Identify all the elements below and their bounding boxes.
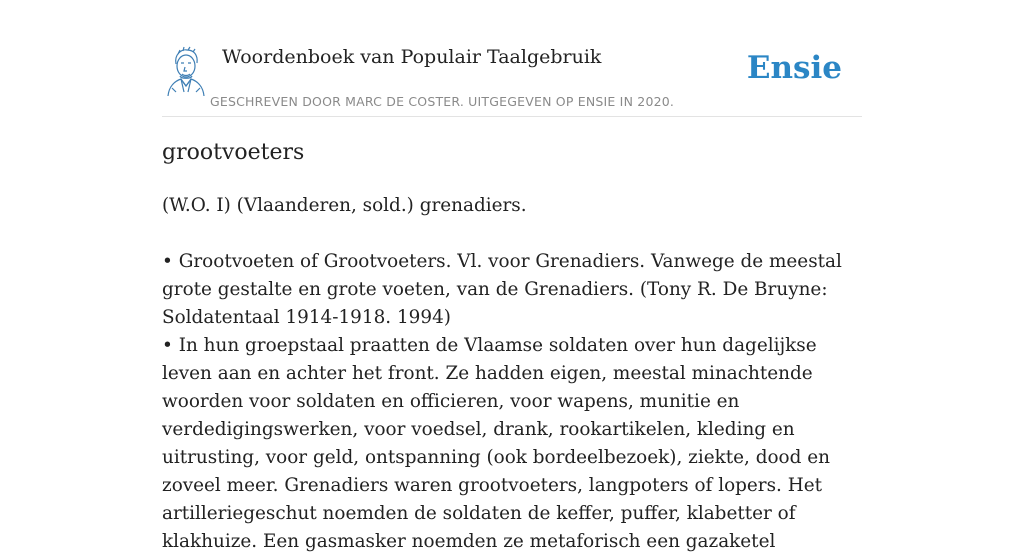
- entry-body: [162, 192, 862, 556]
- ensie-logo[interactable]: Ensie: [746, 50, 842, 86]
- entry-paragraph: • In hun groepstaal praatten de Vlaamse soldaten over hun dagelijkse leven aan en achter het front. Ze hadden eigen, meestal minachtende woorden voor soldaten en officieren, voor wapens, munitie en verdedigingswerken, voor voedsel, drank, rookartikelen, kleding en uitrusting, voor geld, ontspanning (ook bordeelbezoek), ziekte, dood en zoveel meer. Grenadiers waren grootvoeters, langpoters of lopers. Het artilleriegeschut noemden de soldaten de keffer, puffer, klabetter of klakhuize. Een gasmasker noemden ze metaforisch een gazaketel: [162, 335, 830, 552]
- author-portrait-icon[interactable]: [162, 46, 210, 96]
- entry-header: [162, 40, 862, 117]
- entry-title: grootvoeters: [162, 140, 305, 165]
- entry-paragraph: • Grootvoeten of Grootvoeters. Vl. voor Grenadiers. Vanwege de meestal grote gestalte en grote voeten, van de Grenadiers. (Tony R. De Bruyne: Soldatentaal 1914-1918. 1994): [162, 251, 842, 328]
- entry-definition: (W.O. I) (Vlaanderen, sold.) grenadiers.: [162, 195, 527, 216]
- book-title[interactable]: Woordenboek van Populair Taalgebruik: [222, 46, 602, 68]
- byline: GESCHREVEN DOOR MARC DE COSTER. UITGEGEVEN OP ENSIE IN 2020.: [210, 94, 675, 109]
